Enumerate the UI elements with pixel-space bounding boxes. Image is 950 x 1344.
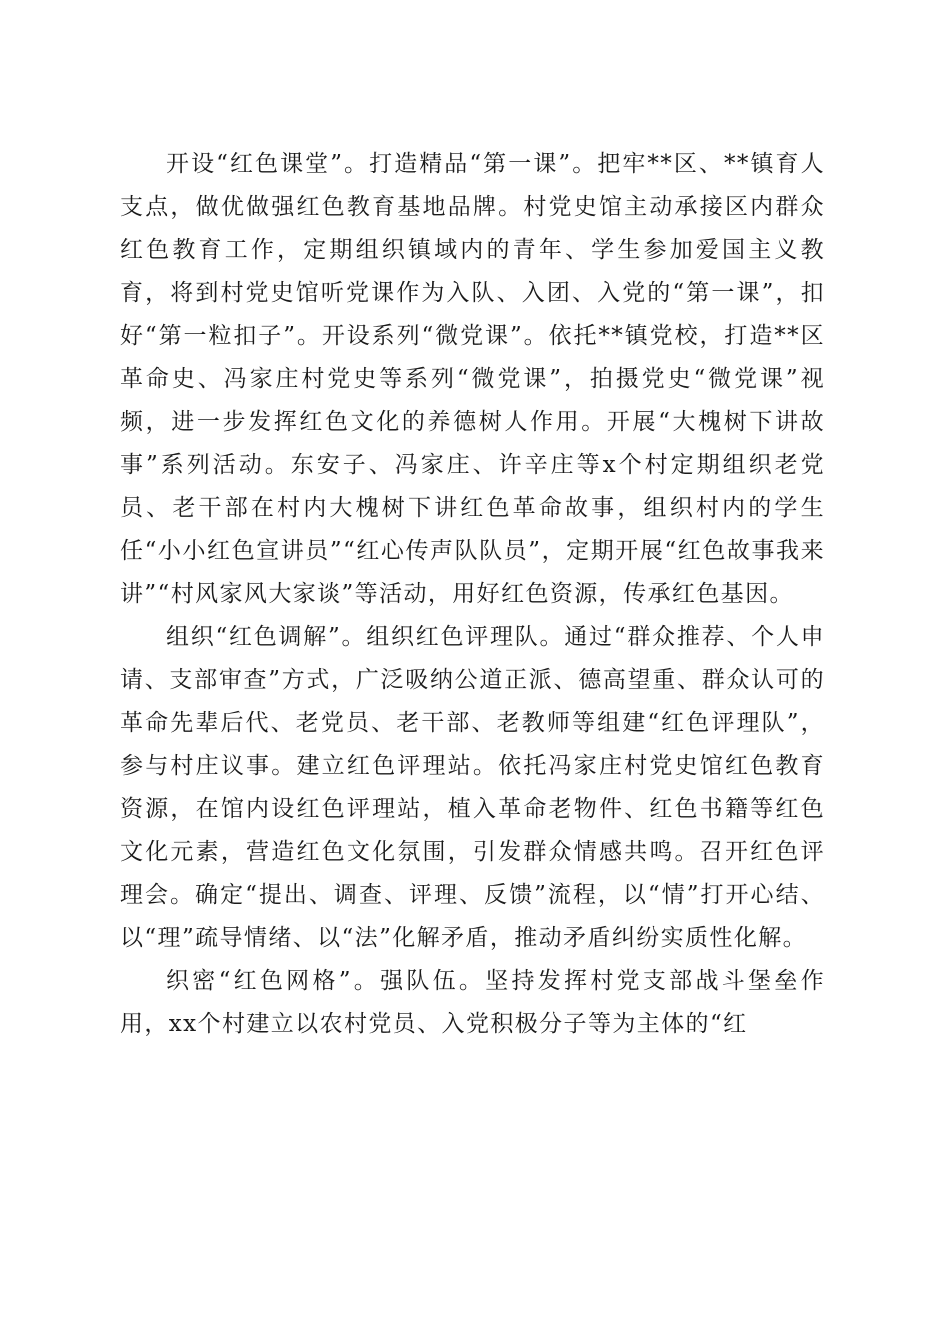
paragraph-red-grid: 织密“红色网格”。强队伍。坚持发挥村党支部战斗堡垒作用，xx个村建立以农村党员、入党积极分子等为主体的“红 bbox=[120, 968, 825, 1037]
paragraph-red-mediation: 组织“红色调解”。组织红色评理队。通过“群众推荐、个人申请、支部审查”方式，广泛吸纳公道正派、德高望重、群众认可的革命先辈后代、老党员、老干部、老教师等组建“红色评理队”，参与村庄议事。建立红色评理站。依托冯家庄村党史馆红色教育资源，在馆内设红色评理站，植入革命老物件、红色书籍等红色文化元素，营造红色文化氛围，引发群众情感共鸣。召开红色评理会。确定“提出、调查、评理、反馈”流程，以“情”打开心结、以“理”疏导情绪、以“法”化解矛盾，推动矛盾纠纷实质性化解。 bbox=[120, 624, 825, 951]
document-body bbox=[120, 143, 825, 1046]
paragraph-red-classroom: 开设“红色课堂”。打造精品“第一课”。把牢**区、**镇育人支点，做优做强红色教育基地品牌。村党史馆主动承接区内群众红色教育工作，定期组织镇域内的青年、学生参加爱国主义教育，将到村党史馆听党课作为入队、入团、入党的“第一课”，扣好“第一粒扣子”。开设系列“微党课”。依托**镇党校，打造**区革命史、冯家庄村党史等系列“微党课”，拍摄党史“微党课”视频，进一步发挥红色文化的养德树人作用。开展“大槐树下讲故事”系列活动。东安子、冯家庄、许辛庄等x个村定期组织老党员、老干部在村内大槐树下讲红色革命故事，组织村内的学生任“小小红色宣讲员”“红心传声队队员”，定期开展“红色故事我来讲”“村风家风大家谈”等活动，用好红色资源，传承红色基因。 bbox=[120, 151, 825, 607]
